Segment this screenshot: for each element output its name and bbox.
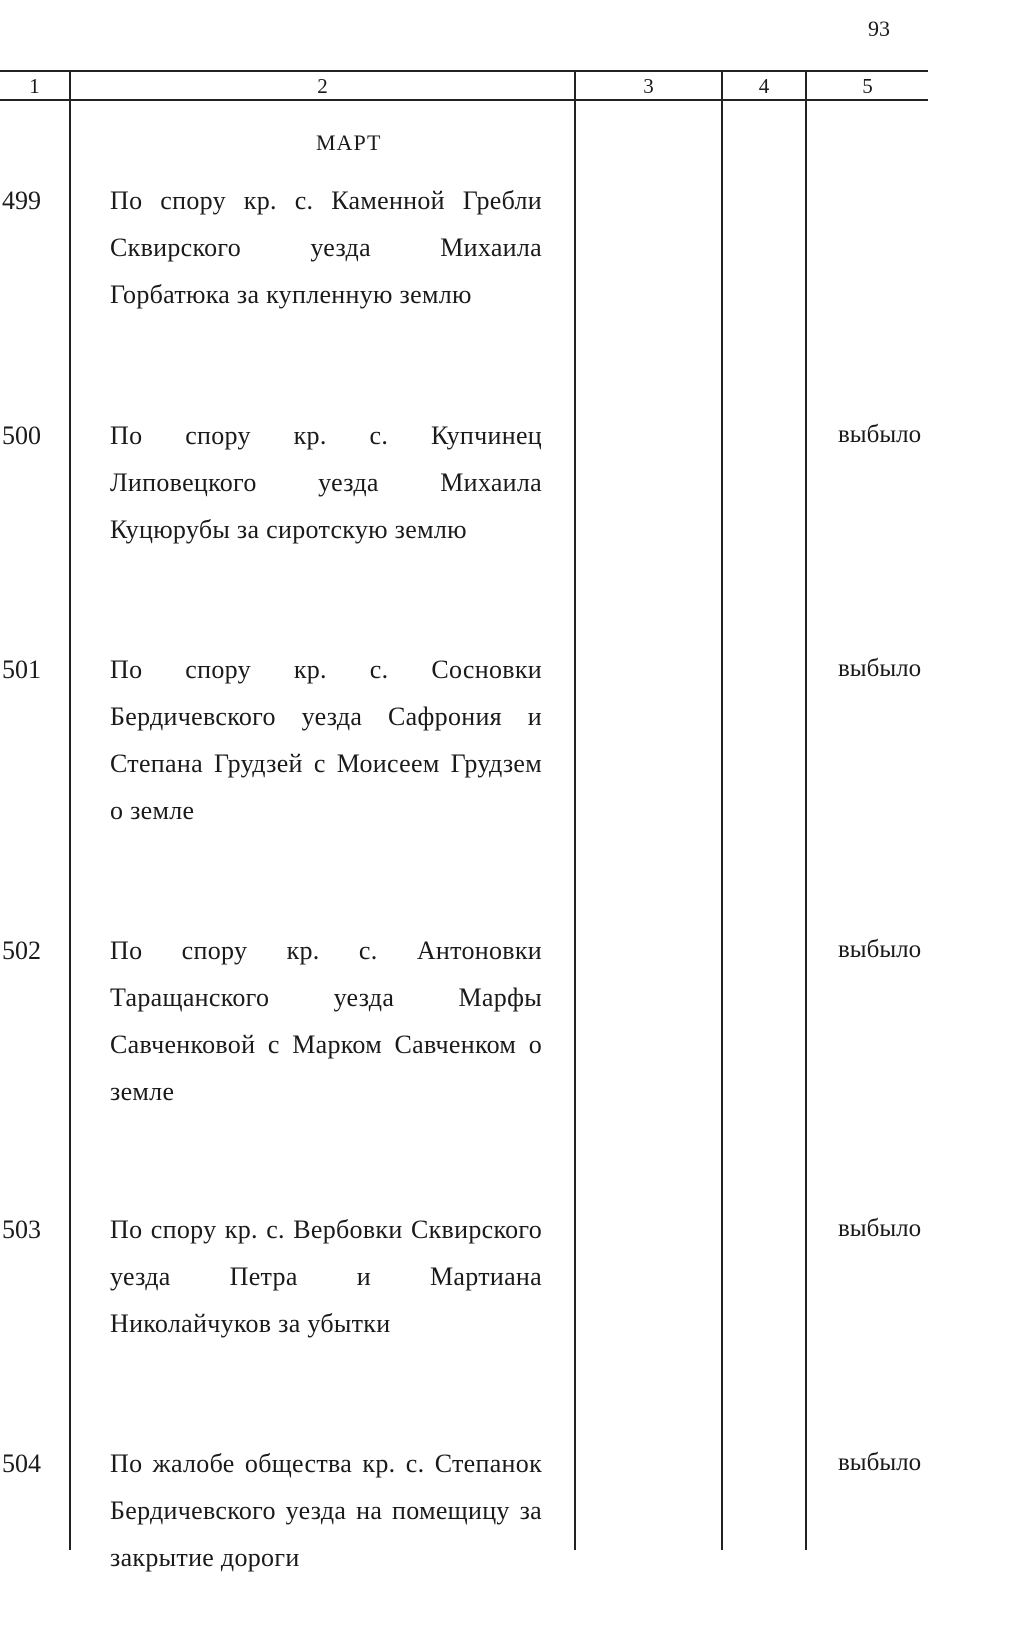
row-status: выбыло	[838, 655, 922, 682]
row-status: выбыло	[838, 1215, 922, 1242]
row-description: По жалобе общества кр. с. Степанок Бердичевского уезда на помещицу за закрытие дороги	[110, 1449, 542, 1572]
section-heading: МАРТ	[316, 130, 382, 155]
row-status: выбыло	[838, 1449, 922, 1476]
column-header-1: 1	[29, 74, 40, 98]
table-top-rule	[0, 70, 928, 72]
row-number: 503	[2, 1215, 41, 1244]
row-number: 501	[2, 655, 41, 684]
row-status: выбыло	[838, 421, 922, 448]
column-header-3: 3	[643, 74, 654, 98]
row-description: По спору кр. с. Вербовки Сквирского уезда Петра и Мартиана Николайчуков за убытки	[110, 1215, 542, 1338]
row-description: По спору кр. с. Сосновки Бердичевского уезда Сафрония и Степана Грудзей с Моисеем Грудзем о земле	[110, 655, 542, 825]
row-number: 500	[2, 421, 41, 450]
column-header-2: 2	[317, 74, 328, 98]
column-header-4: 4	[758, 74, 770, 98]
column-divider	[805, 70, 807, 1550]
column-divider	[574, 70, 576, 1550]
page-number: 93	[868, 16, 890, 41]
row-number: 502	[2, 936, 41, 965]
row-description: По спору кр. с. Купчинец Липовецкого уезда Михаила Куцюрубы за сиротскую землю	[110, 421, 542, 544]
row-description: По спору кр. с. Антоновки Таращанского уезда Марфы Савченковой с Марком Савченком о земле	[110, 936, 542, 1106]
row-number: 499	[2, 186, 41, 215]
column-divider	[721, 70, 723, 1550]
row-status: выбыло	[838, 936, 922, 963]
column-header-5: 5	[862, 74, 873, 98]
row-description: По спору кр. с. Каменной Гребли Сквирского уезда Михаила Горбатюка за купленную землю	[110, 186, 542, 309]
table-header-rule	[0, 99, 928, 101]
row-number: 504	[2, 1449, 41, 1478]
column-divider	[69, 70, 71, 1550]
